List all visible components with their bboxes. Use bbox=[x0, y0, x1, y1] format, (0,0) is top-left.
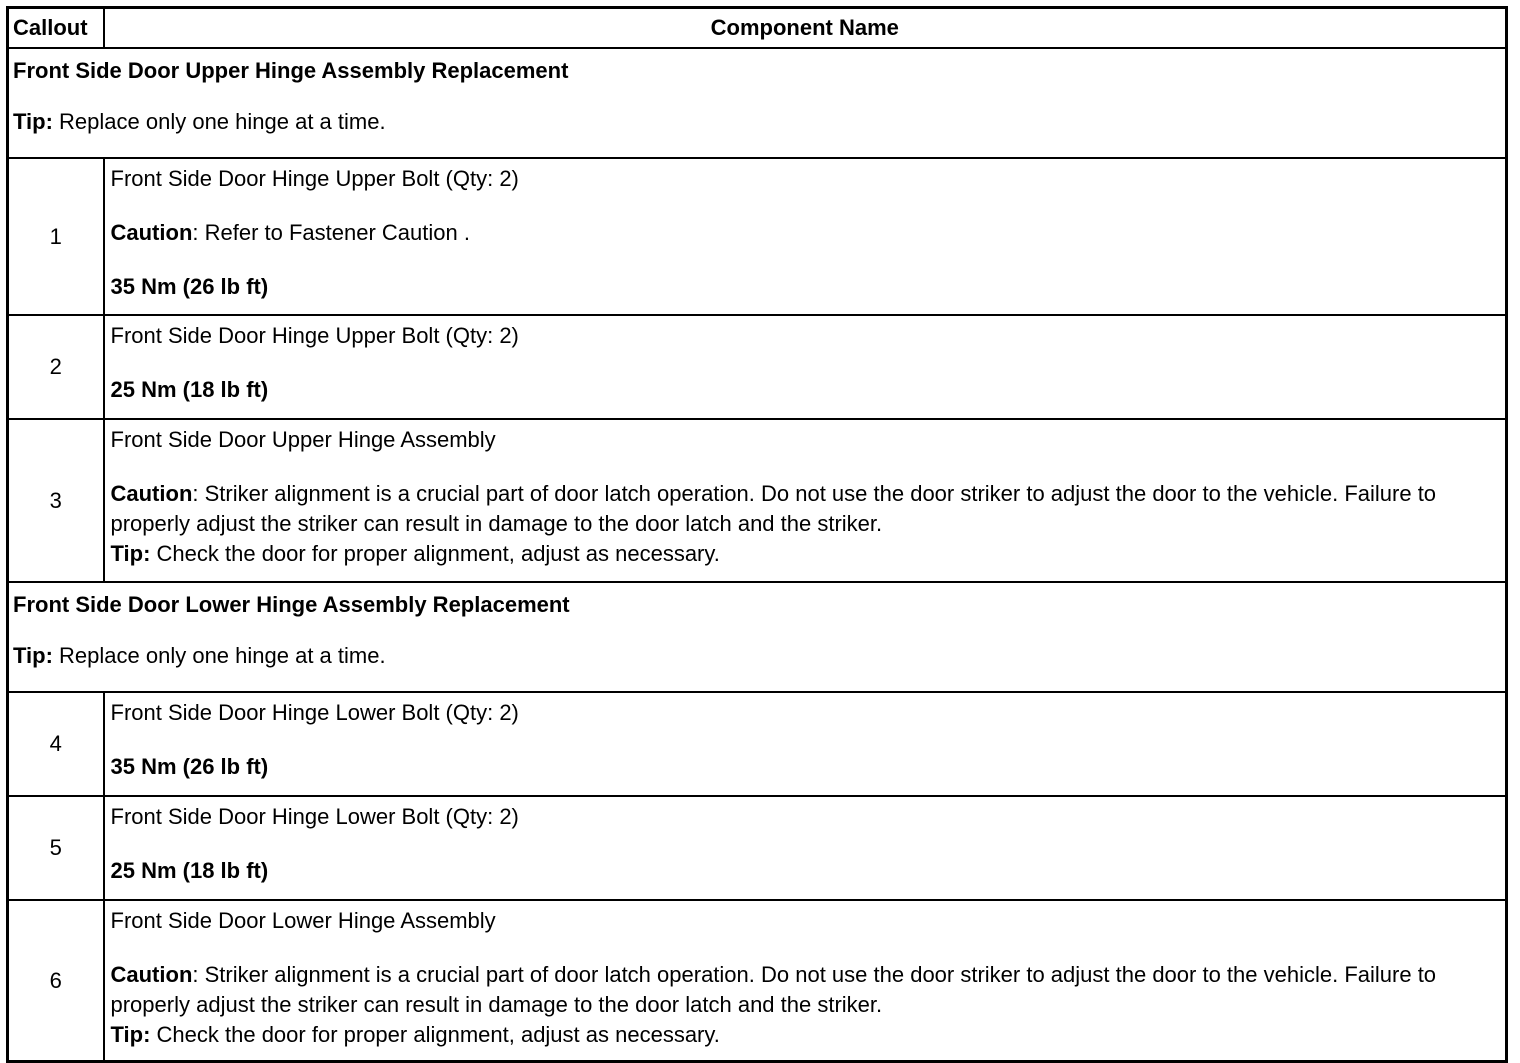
torque-spec: 25 Nm (18 lb ft) bbox=[110, 858, 269, 883]
caution-text: : Striker alignment is a crucial part of door latch operation. Do not use the door striker to adjust the door to the vehicle. Failure to properly adjust the striker can result in damage to the door latch and the striker. bbox=[110, 481, 1437, 536]
component-name: Front Side Door Hinge Upper Bolt (Qty: 2) bbox=[110, 323, 519, 348]
component-name: Front Side Door Lower Hinge Assembly bbox=[110, 908, 496, 933]
caution-line bbox=[111, 218, 1500, 248]
caution-label: Caution bbox=[110, 220, 193, 245]
callout-number: 1 bbox=[8, 158, 104, 315]
callout-number: 5 bbox=[8, 796, 104, 900]
caution-label: Caution bbox=[110, 481, 193, 506]
tip-label: Tip: bbox=[110, 541, 151, 566]
header-row bbox=[8, 8, 1507, 49]
caution-text: : Refer to Fastener Caution . bbox=[192, 220, 470, 245]
component-table bbox=[6, 6, 1508, 1063]
callout-number: 6 bbox=[8, 900, 104, 1062]
torque-spec: 35 Nm (26 lb ft) bbox=[110, 274, 269, 299]
component-name: Front Side Door Hinge Upper Bolt (Qty: 2) bbox=[110, 166, 519, 191]
component-cell bbox=[104, 315, 1507, 419]
tip-label: Tip: bbox=[13, 643, 53, 668]
caution-line bbox=[111, 479, 1500, 539]
table-row bbox=[8, 315, 1507, 419]
component-cell bbox=[104, 796, 1507, 900]
tip-line bbox=[111, 539, 1500, 569]
component-cell bbox=[104, 158, 1507, 315]
table-row bbox=[8, 692, 1507, 796]
table-row bbox=[8, 796, 1507, 900]
section-cell bbox=[8, 582, 1507, 692]
component-cell bbox=[104, 900, 1507, 1062]
callout-number: 2 bbox=[8, 315, 104, 419]
torque-spec: 35 Nm (26 lb ft) bbox=[110, 754, 269, 779]
tip-text: Replace only one hinge at a time. bbox=[52, 643, 386, 668]
tip-label: Tip: bbox=[13, 109, 53, 134]
callout-header: Callout bbox=[8, 8, 104, 49]
component-name: Front Side Door Upper Hinge Assembly bbox=[110, 427, 496, 452]
tip-label: Tip: bbox=[110, 1022, 151, 1047]
table-row bbox=[8, 900, 1507, 1062]
section-title: Front Side Door Lower Hinge Assembly Replacement bbox=[13, 592, 570, 617]
tip-text: Check the door for proper alignment, adjust as necessary. bbox=[150, 541, 720, 566]
caution-line bbox=[111, 960, 1500, 1020]
component-cell bbox=[104, 419, 1507, 582]
component-cell bbox=[104, 692, 1507, 796]
tip-text: Check the door for proper alignment, adjust as necessary. bbox=[150, 1022, 720, 1047]
caution-label: Caution bbox=[110, 962, 193, 987]
torque-spec: 25 Nm (18 lb ft) bbox=[110, 377, 269, 402]
table-row bbox=[8, 158, 1507, 315]
component-name: Front Side Door Hinge Lower Bolt (Qty: 2) bbox=[110, 700, 519, 725]
component-name-header: Component Name bbox=[104, 8, 1507, 49]
section-cell bbox=[8, 48, 1507, 158]
component-name: Front Side Door Hinge Lower Bolt (Qty: 2) bbox=[110, 804, 519, 829]
callout-number: 3 bbox=[8, 419, 104, 582]
section-title: Front Side Door Upper Hinge Assembly Replacement bbox=[13, 58, 569, 83]
section-row bbox=[8, 48, 1507, 158]
tip-text: Replace only one hinge at a time. bbox=[52, 109, 386, 134]
callout-number: 4 bbox=[8, 692, 104, 796]
table-row bbox=[8, 419, 1507, 582]
tip-line bbox=[111, 1020, 1500, 1050]
section-row bbox=[8, 582, 1507, 692]
caution-text: : Striker alignment is a crucial part of door latch operation. Do not use the door striker to adjust the door to the vehicle. Failure to properly adjust the striker can result in damage to the door latch and the striker. bbox=[110, 962, 1437, 1017]
